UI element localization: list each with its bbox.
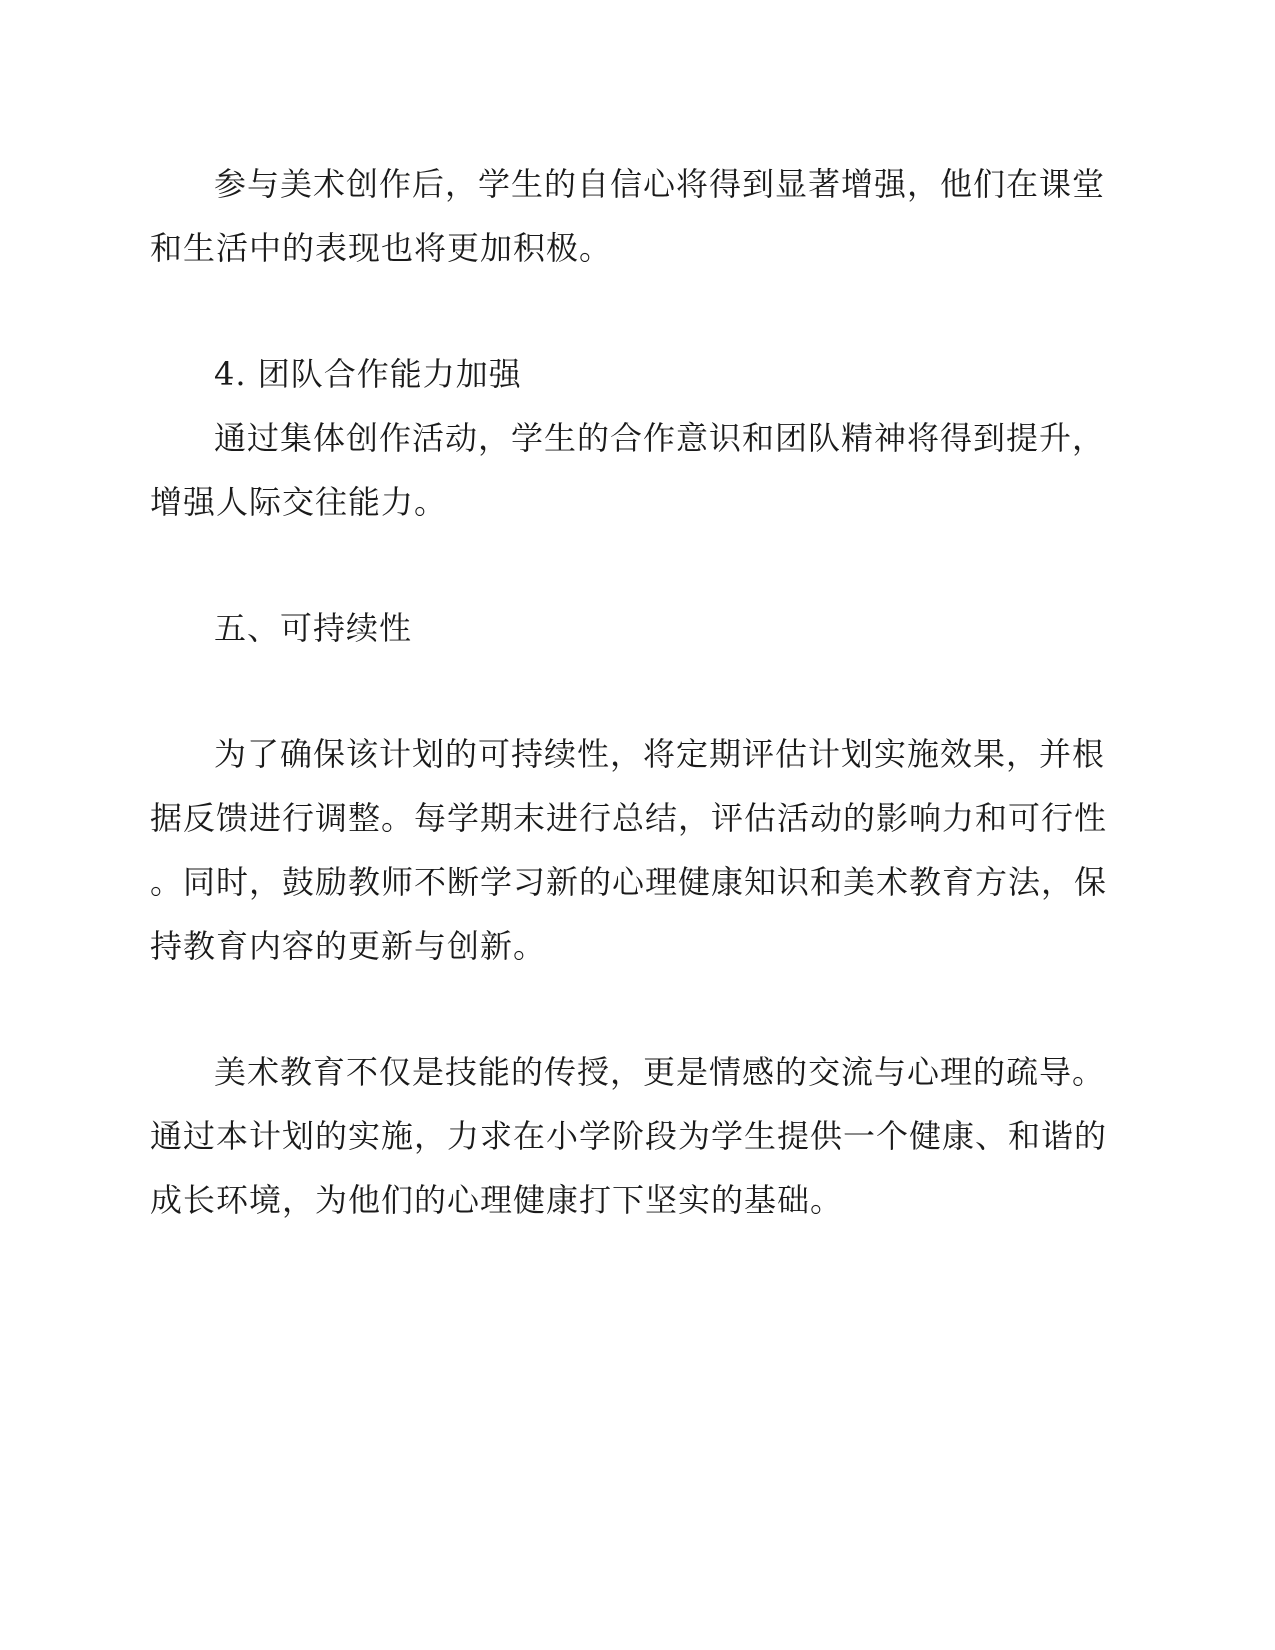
section-title-sustainability: 五、可持续性 [214, 609, 413, 647]
paragraph-line: 通过集体创作活动，学生的合作意识和团队精神将得到提升， [214, 419, 1106, 457]
heading-teamwork: 4. 团队合作能力加强 [214, 355, 522, 393]
paragraph-sustainability [150, 722, 1120, 978]
paragraph-teamwork [150, 406, 1120, 534]
paragraph-line: 美术教育不仅是技能的传授，更是情感的交流与心理的疏导。 [214, 1053, 1106, 1091]
paragraph-line: 。同时，鼓励教师不断学习新的心理健康知识和美术教育方法，保 [150, 863, 1108, 901]
paragraph-line: 持教育内容的更新与创新。 [150, 927, 547, 965]
paragraph-line: 据反馈进行调整。每学期末进行总结，评估活动的影响力和可行性 [150, 799, 1108, 837]
paragraph-line: 和生活中的表现也将更加积极。 [150, 229, 613, 267]
paragraph-line: 为了确保该计划的可持续性，将定期评估计划实施效果，并根 [214, 735, 1106, 773]
paragraph-line: 参与美术创作后，学生的自信心将得到显著增强，他们在课堂 [214, 165, 1106, 203]
paragraph-line: 成长环境，为他们的心理健康打下坚实的基础。 [150, 1181, 844, 1219]
paragraph-line: 通过本计划的实施，力求在小学阶段为学生提供一个健康、和谐的 [150, 1117, 1108, 1155]
paragraph-line: 增强人际交往能力。 [150, 483, 448, 521]
paragraph-conclusion [150, 1040, 1120, 1232]
paragraph-confidence [150, 152, 1120, 280]
